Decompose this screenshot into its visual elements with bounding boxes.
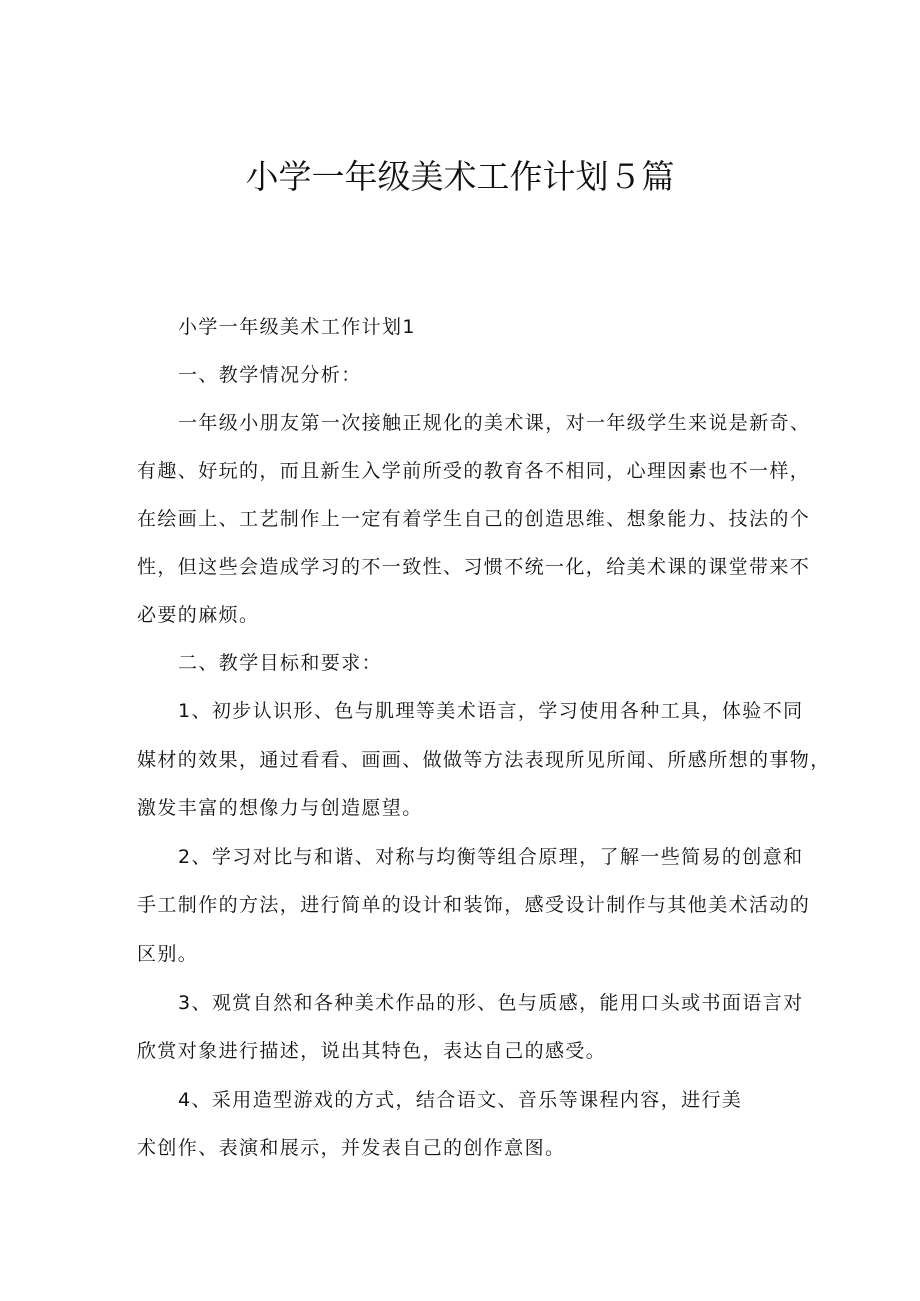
- heading-teaching-analysis: 一、教学情况分析：: [178, 364, 362, 386]
- item-1-line-3: 激发丰富的想像力与创造愿望。: [137, 797, 423, 819]
- item-2-line-3: 区别。: [137, 943, 199, 965]
- para-1-line-3: 在绘画上、工艺制作上一定有着学生自己的创造思维、想象能力、技法的个: [137, 508, 811, 530]
- heading-teaching-goals: 二、教学目标和要求：: [178, 652, 383, 674]
- item-1-line-2: 媒材的效果，通过看看、画画、做做等方法表现所见所闻、所感所想的事物，: [137, 749, 831, 771]
- para-1-line-2: 有趣、好玩的，而且新生入学前所受的教育各不相同，心理因素也不一样，: [137, 460, 811, 482]
- item-2-line-2: 手工制作的方法，进行简单的设计和装饰，感受设计制作与其他美术活动的: [137, 894, 811, 916]
- item-4-line-2: 术创作、表演和展示，并发表自己的创作意图。: [137, 1137, 566, 1159]
- document-title: 小学一年级美术工作计划５篇: [245, 157, 675, 196]
- item-3-line-1: 3、观赏自然和各种美术作品的形、色与质感，能用口头或书面语言对: [178, 992, 804, 1014]
- item-2-line-1: 2、学习对比与和谐、对称与均衡等组合原理，了解一些简易的创意和: [178, 846, 804, 868]
- item-3-line-2: 欣赏对象进行描述，说出其特色，表达自己的感受。: [137, 1040, 607, 1062]
- para-1-line-1: 一年级小朋友第一次接触正规化的美术课，对一年级学生来说是新奇、: [178, 412, 811, 434]
- section-title: 小学一年级美术工作计划1: [178, 316, 416, 338]
- item-4-line-1: 4、采用造型游戏的方式，结合语文、音乐等课程内容，进行美: [178, 1089, 743, 1111]
- para-1-line-5: 必要的麻烦。: [137, 604, 260, 626]
- item-1-line-1: 1、初步认识形、色与肌理等美术语言，学习使用各种工具，体验不同: [178, 700, 804, 722]
- para-1-line-4: 性，但这些会造成学习的不一致性、习惯不统一化，给美术课的课堂带来不: [137, 556, 811, 578]
